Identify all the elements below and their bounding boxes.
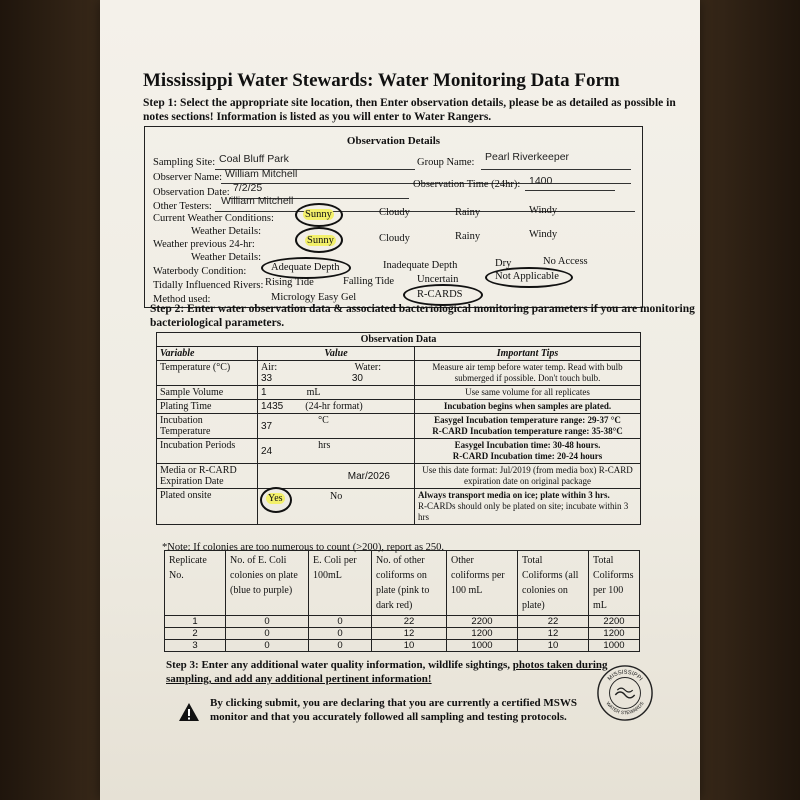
table-row (157, 361, 641, 386)
observation-date-label: Observation Date: (153, 187, 230, 198)
total-coliforms-cell[interactable]: 10 (518, 640, 589, 652)
observation-details-header: Observation Details (346, 135, 441, 147)
total-coliforms-cell[interactable]: 12 (518, 628, 589, 640)
volume-tip: Use same volume for all replicates (415, 386, 641, 400)
group-name-value[interactable]: Pearl Riverkeeper (485, 151, 570, 163)
svg-text:MISSISSIPPI: MISSISSIPPI (606, 669, 644, 683)
observation-data-header: Observation Data (157, 333, 641, 347)
other-coliforms-cell[interactable]: 12 (372, 628, 447, 640)
table-row (157, 400, 641, 414)
weather-prev-option-sunny[interactable]: Sunny (307, 235, 334, 246)
form-title: Mississippi Water Stewards: Water Monitoring Data Form (143, 70, 620, 91)
waterbody-selection-circle (261, 257, 351, 279)
total-per-100ml-cell[interactable]: 1200 (589, 628, 640, 640)
plated-onsite-label: Plated onsite (157, 489, 258, 525)
total-coliforms-cell[interactable]: 22 (518, 616, 589, 628)
group-name-label: Group Name: (417, 157, 475, 168)
waterbody-condition-label: Waterbody Condition: (153, 266, 247, 277)
other-per-100ml-cell[interactable]: 1200 (447, 628, 518, 640)
ecoli-per-100ml-cell[interactable]: 0 (309, 640, 372, 652)
incubation-period-tip-2: R-CARD Incubation time: 20-24 hours (452, 451, 603, 461)
step2-instructions: Step 2: Enter water observation data & associated bacteriological monitoring parameters if you are monitoring bacteriological parameters. (150, 303, 695, 329)
ecoli-colonies-cell[interactable]: 0 (226, 616, 309, 628)
observation-time-value[interactable]: 1400 (529, 175, 553, 187)
col-tips: Important Tips (496, 348, 559, 359)
waterbody-option-dry[interactable]: Dry (495, 258, 512, 269)
table-row (165, 640, 640, 652)
water-label: Water: (354, 362, 381, 373)
method-option-easygel[interactable]: Micrology Easy Gel (271, 292, 357, 303)
header-replicate: Replicate No. (165, 551, 226, 616)
weather-prev-option-rainy[interactable]: Rainy (455, 231, 481, 242)
ecoli-per-100ml-cell[interactable]: 0 (309, 616, 372, 628)
water-value[interactable]: 30 (351, 373, 363, 384)
incubation-period-label: Incubation Periods (157, 439, 258, 464)
current-weather-option-cloudy[interactable]: Cloudy (379, 207, 410, 218)
volume-value[interactable]: 1 (261, 387, 267, 398)
plated-tip-1: Always transport media on ice; plate within 3 hrs. (418, 490, 610, 500)
table-row (157, 489, 641, 525)
plating-unit: (24-hr format) (305, 401, 363, 412)
other-testers-label: Other Testers: (153, 201, 212, 212)
weather-prev-label: Weather previous 24-hr: (153, 239, 255, 250)
incubation-temp-tip-2: R-CARD Incubation temperature range: 35-38°C (432, 426, 623, 436)
incubation-period-value[interactable]: 24 (261, 446, 273, 457)
results-table (164, 550, 640, 652)
step1-instructions: Step 1: Select the appropriate site location, then Enter observation details, please be as detailed as possible in notes sections! Information is listed as you will enter to Water Rangers. (143, 97, 676, 123)
weather-prev-option-cloudy[interactable]: Cloudy (379, 233, 410, 244)
header-ecoli-per-100ml: E. Coli per 100mL (309, 551, 372, 616)
current-weather-option-sunny[interactable]: Sunny (305, 209, 332, 220)
weather-details-label-2: Weather Details: (191, 252, 261, 263)
plating-value[interactable]: 1435 (261, 401, 284, 412)
total-per-100ml-cell[interactable]: 2200 (589, 616, 640, 628)
observation-time-label: Observation Time (24hr): (413, 179, 521, 190)
header-total-coliforms: Total Coliforms (all colonies on plate) (518, 551, 589, 616)
weather-prev-selection-circle (295, 227, 343, 253)
plated-selection-circle (260, 487, 292, 513)
incubation-period-tip-1: Easygel Incubation time: 30-48 hours. (454, 440, 601, 450)
other-testers-value[interactable]: William Mitchell (221, 195, 294, 207)
current-weather-option-windy[interactable]: Windy (529, 205, 558, 216)
col-variable: Variable (160, 348, 195, 359)
weather-prev-option-windy[interactable]: Windy (529, 229, 558, 240)
ecoli-colonies-cell[interactable]: 0 (226, 628, 309, 640)
plated-option-yes[interactable]: Yes (268, 493, 283, 504)
observation-date-value[interactable]: 7/2/25 (233, 182, 263, 194)
incubation-temp-value[interactable]: 37 (261, 421, 273, 432)
observer-name-label: Observer Name: (153, 172, 223, 183)
temp-tip: Measure air temp before water temp. Read with bulb submerged if possible. Don't touch bulb. (415, 361, 641, 386)
sampling-site-label: Sampling Site: (153, 157, 216, 168)
table-row (157, 464, 641, 489)
tidal-option-rising[interactable]: Rising Tide (265, 277, 314, 288)
plated-option-no[interactable]: No (330, 491, 343, 502)
plating-label: Plating Time (157, 400, 258, 414)
header-ecoli-colonies: No. of E. Coli colonies on plate (blue to purple) (226, 551, 309, 616)
header-total-per-100ml: Total Coliforms per 100 mL (589, 551, 640, 616)
waterbody-option-adequate[interactable]: Adequate Depth (271, 262, 340, 273)
replicate-cell: 3 (165, 640, 226, 652)
col-value: Value (324, 348, 348, 359)
expiration-value[interactable]: Mar/2026 (347, 470, 390, 482)
other-coliforms-cell[interactable]: 22 (372, 616, 447, 628)
table-row (157, 414, 641, 439)
weather-details-label: Weather Details: (191, 226, 261, 237)
declaration-text: By clicking submit, you are declaring that you are currently a certified MSWS monitor and that you accurately followed all sampling and testing protocols. (210, 697, 577, 723)
form-paper (100, 0, 700, 800)
volume-unit: mL (306, 387, 321, 398)
step3-instructions: Step 3: Enter any additional water quality information, wildlife sightings, photos taken during sampling, and add any additional pertinent information! (166, 659, 608, 685)
tidal-rivers-label: Tidally Influenced Rivers: (153, 280, 264, 291)
volume-label: Sample Volume (157, 386, 258, 400)
plated-tip-2: R-CARDs should only be plated on site; incubate within 3 hrs (418, 501, 629, 522)
colony-note: *Note: If colonies are too numerous to count (>200), report as 250. (162, 542, 445, 553)
expiration-label: Media or R-CARD Expiration Date (157, 464, 258, 489)
plating-tip: Incubation begins when samples are plated. (415, 400, 641, 414)
ecoli-colonies-cell[interactable]: 0 (226, 640, 309, 652)
observation-data-table (156, 332, 641, 525)
total-per-100ml-cell[interactable]: 1000 (589, 640, 640, 652)
replicate-cell: 1 (165, 616, 226, 628)
other-per-100ml-cell[interactable]: 1000 (447, 640, 518, 652)
air-label: Air: (261, 362, 278, 373)
temp-label: Temperature (°C) (157, 361, 258, 386)
observer-name-value[interactable]: William Mitchell (225, 168, 298, 180)
tidal-option-uncertain[interactable]: Uncertain (417, 274, 459, 285)
header-other-coliforms: No. of other coliforms on plate (pink to dark red) (372, 551, 447, 616)
air-value[interactable]: 33 (261, 373, 273, 384)
current-weather-label: Current Weather Conditions: (153, 213, 274, 224)
background-left (0, 0, 110, 800)
sampling-site-value[interactable]: Coal Bluff Park (219, 153, 289, 165)
tidal-option-falling[interactable]: Falling Tide (343, 276, 395, 287)
replicate-cell: 2 (165, 628, 226, 640)
waterbody-option-inadequate[interactable]: Inadequate Depth (383, 260, 458, 271)
header-other-per-100ml: Other coliforms per 100 mL (447, 551, 518, 616)
table-row (165, 616, 640, 628)
current-weather-selection-circle (295, 203, 343, 227)
other-per-100ml-cell[interactable]: 2200 (447, 616, 518, 628)
table-row (165, 628, 640, 640)
method-option-rcards[interactable]: R-CARDS (417, 289, 463, 300)
table-row (157, 386, 641, 400)
svg-text:WATER STEWARDS: WATER STEWARDS (604, 701, 646, 717)
method-used-label: Method used: (153, 294, 211, 305)
incubation-temp-unit: °C (318, 415, 329, 426)
incubation-period-unit: hrs (318, 440, 331, 451)
ecoli-per-100ml-cell[interactable]: 0 (309, 628, 372, 640)
table-row (157, 439, 641, 464)
current-weather-option-rainy[interactable]: Rainy (455, 207, 481, 218)
waterbody-option-no-access[interactable]: No Access (543, 256, 588, 267)
tidal-selection-circle (485, 267, 573, 288)
background-right (690, 0, 800, 800)
other-coliforms-cell[interactable]: 10 (372, 640, 447, 652)
msws-seal-logo (596, 664, 654, 722)
incubation-temp-tip-1: Easygel Incubation temperature range: 29-37 °C (434, 415, 621, 425)
incubation-temp-label: Incubation Temperature (157, 414, 258, 439)
tidal-option-not-applicable[interactable]: Not Applicable (495, 271, 559, 282)
observation-details-box (144, 126, 643, 308)
warning-icon (178, 702, 200, 722)
expiration-tip: Use this date format: Jul/2019 (from media box) R-CARD expiration date on original package (415, 464, 641, 489)
